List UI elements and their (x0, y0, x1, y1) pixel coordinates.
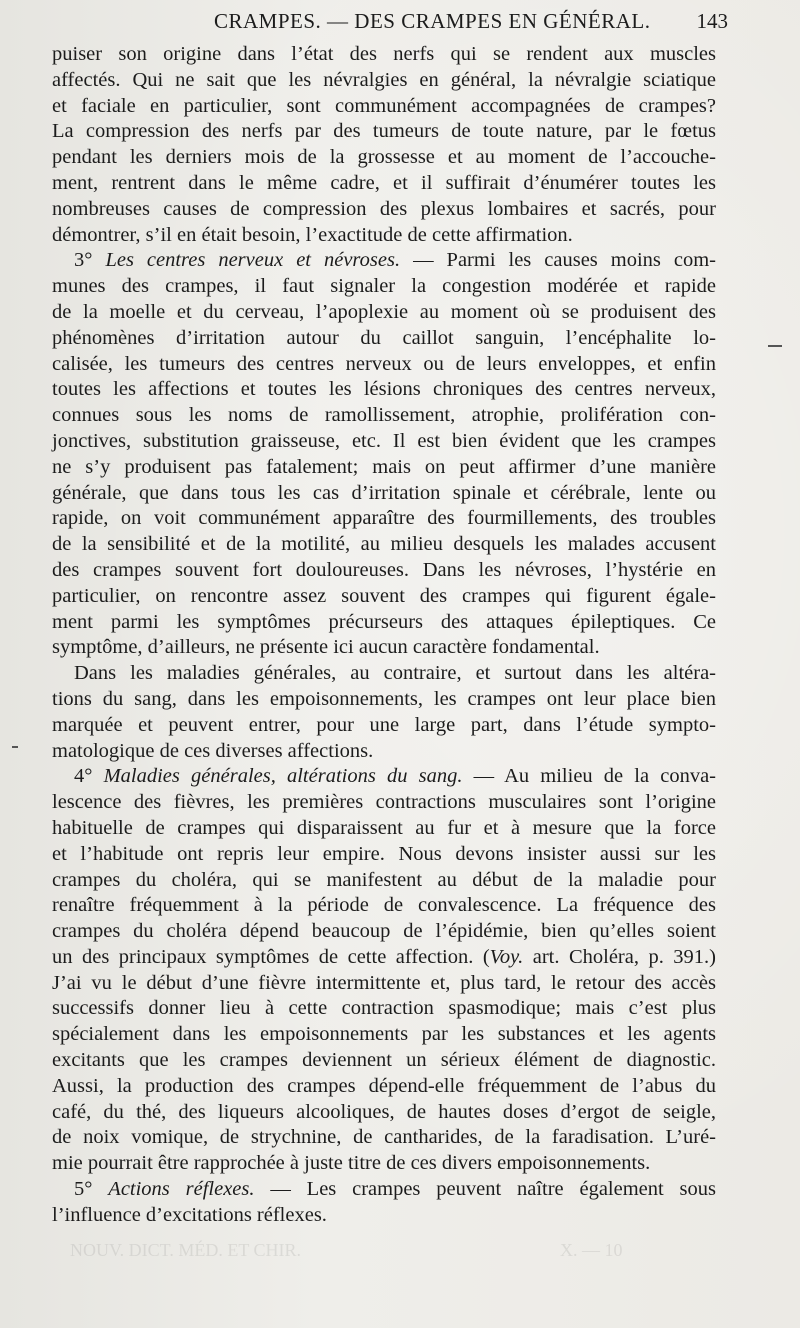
text-line: ne s’y produisent pas fatalement; mais on peut affirmer d’une manière (52, 455, 716, 478)
text-line: symptôme, d’ailleurs, ne présente ici aucun caractère fondamental. (52, 636, 600, 659)
text-line: connues sous les noms de ramollissement, atrophie, prolifération con- (52, 404, 716, 427)
italic-span: Voy. (489, 945, 524, 968)
text-line: J’ai vu le début d’une fièvre intermittente et, plus tard, le retour des accès (52, 971, 716, 994)
text-line: toutes les affections et toutes les lésions chroniques des centres nerveux, (52, 378, 716, 401)
body-text (52, 42, 716, 1229)
text-line: crampes du choléra dépend beaucoup de l’épidémie, bien qu’elles soient (52, 920, 716, 943)
running-title: CRAMPES. — DES CRAMPES EN GÉNÉRAL. (214, 9, 651, 33)
italic-span: Les centres nerveux et névroses. (105, 249, 401, 272)
margin-mark (768, 345, 782, 347)
text-line: tions du sang, dans les empoisonnements, les crampes ont leur place bien (52, 687, 716, 710)
text-line: affectés. Qui ne sait que les névralgies en général, la névralgie sciatique (52, 68, 716, 91)
text-line: habituelle de crampes qui disparaissent au fur et à mesure que la force (52, 816, 716, 839)
text-line: ment parmi les symptômes précurseurs des attaques épileptiques. Ce (52, 610, 716, 633)
text-line: successifs donner lieu à cette contraction spasmodique; mais c’est plus (52, 997, 716, 1020)
italic-span: Maladies générales, altérations du sang. (103, 765, 463, 788)
text-line: générale, que dans tous les cas d’irritation spinale et cérébrale, lente ou (52, 481, 716, 504)
text-line: l’influence d’excitations réflexes. (52, 1203, 327, 1226)
text-line: matologique de ces diverses affections. (52, 739, 374, 762)
text-line: de la sensibilité et de la motilité, au milieu desquels les malades accusent (52, 533, 716, 556)
text-line: marquée et peuvent entrer, pour une large part, dans l’étude sympto- (52, 713, 716, 736)
text-line: lescence des fièvres, les premières contractions musculaires sont l’origine (52, 791, 716, 814)
text-line: ment, rentrent dans le même cadre, et il suffirait d’énumérer toutes les (52, 171, 716, 194)
text-line: démontrer, s’il en était besoin, l’exactitude de cette affirmation. (52, 223, 573, 246)
text-line: 5° Actions réflexes. — Les crampes peuvent naître également sous (74, 1178, 716, 1201)
text-line: phénomènes d’irritation autour du caillot sanguin, l’encéphalite lo- (52, 326, 716, 349)
text-line: La compression des nerfs par des tumeurs de toute nature, par le fœtus (52, 120, 716, 143)
bleed-through-left: NOUV. DICT. MÉD. ET CHIR. (70, 1240, 302, 1260)
text-line: particulier, on rencontre assez souvent des crampes qui figurent égale- (52, 584, 716, 607)
text-line: café, du thé, des liqueurs alcooliques, de hautes doses d’ergot de seigle, (52, 1100, 716, 1123)
text-line: Dans les maladies générales, au contraire, et surtout dans les altéra- (74, 662, 716, 685)
text-line: crampes du choléra, qui se manifestent au début de la maladie pour (52, 868, 716, 891)
italic-span: Actions réflexes. (108, 1178, 255, 1201)
text-line: rapide, on voit communément apparaître des fourmillements, des troubles (52, 507, 716, 530)
bleed-through-right: X. — 10 (560, 1240, 623, 1260)
text-line: excitants que les crampes deviennent un sérieux élément de diagnostic. (52, 1049, 716, 1072)
text-line: et l’habitude ont repris leur empire. Nous devons insister aussi sur les (52, 842, 716, 865)
text-line: nombreuses causes de compression des plexus lombaires et sacrés, pour (52, 197, 716, 220)
running-header (0, 9, 800, 39)
text-line: renaître fréquemment à la période de convalescence. La fréquence des (52, 894, 716, 917)
text-line: 4° Maladies générales, altérations du sang. — Au milieu de la conva- (74, 765, 716, 788)
text-line: de noix vomique, de strychnine, de cantharides, de la faradisation. L’uré- (52, 1126, 716, 1149)
text-line: pendant les derniers mois de la grossesse et au moment de l’accouche- (52, 146, 716, 169)
text-line: de la moelle et du cerveau, l’apoplexie au moment où se produisent des (52, 300, 716, 323)
text-line: mie pourrait être rapprochée à juste titre de ces divers empoisonnements. (52, 1152, 651, 1175)
bleed-through-footer (70, 1240, 710, 1300)
text-line: spécialement dans les empoisonnements par les substances et les agents (52, 1023, 716, 1046)
text-line: 3° Les centres nerveux et névroses. — Parmi les causes moins com- (74, 249, 716, 272)
text-line: et faciale en particulier, sont communément accompagnées de crampes? (52, 94, 716, 117)
margin-mark (12, 746, 18, 748)
text-line: Aussi, la production des crampes dépend-elle fréquemment de l’abus du (52, 1074, 716, 1097)
text-line: calisée, les tumeurs des centres nerveux ou de leurs enveloppes, et enfin (52, 352, 716, 375)
text-line: jonctives, substitution graisseuse, etc. Il est bien évident que les crampes (52, 429, 716, 452)
text-line: munes des crampes, il faut signaler la congestion modérée et rapide (52, 275, 716, 298)
text-line: puiser son origine dans l’état des nerfs qui se rendent aux muscles (52, 43, 716, 65)
page-number: 143 (696, 9, 728, 33)
text-line: un des principaux symptômes de cette affection. (Voy. art. Choléra, p. 391.) (52, 945, 717, 968)
text-line: des crampes souvent fort douloureuses. Dans les névroses, l’hystérie en (52, 558, 716, 581)
